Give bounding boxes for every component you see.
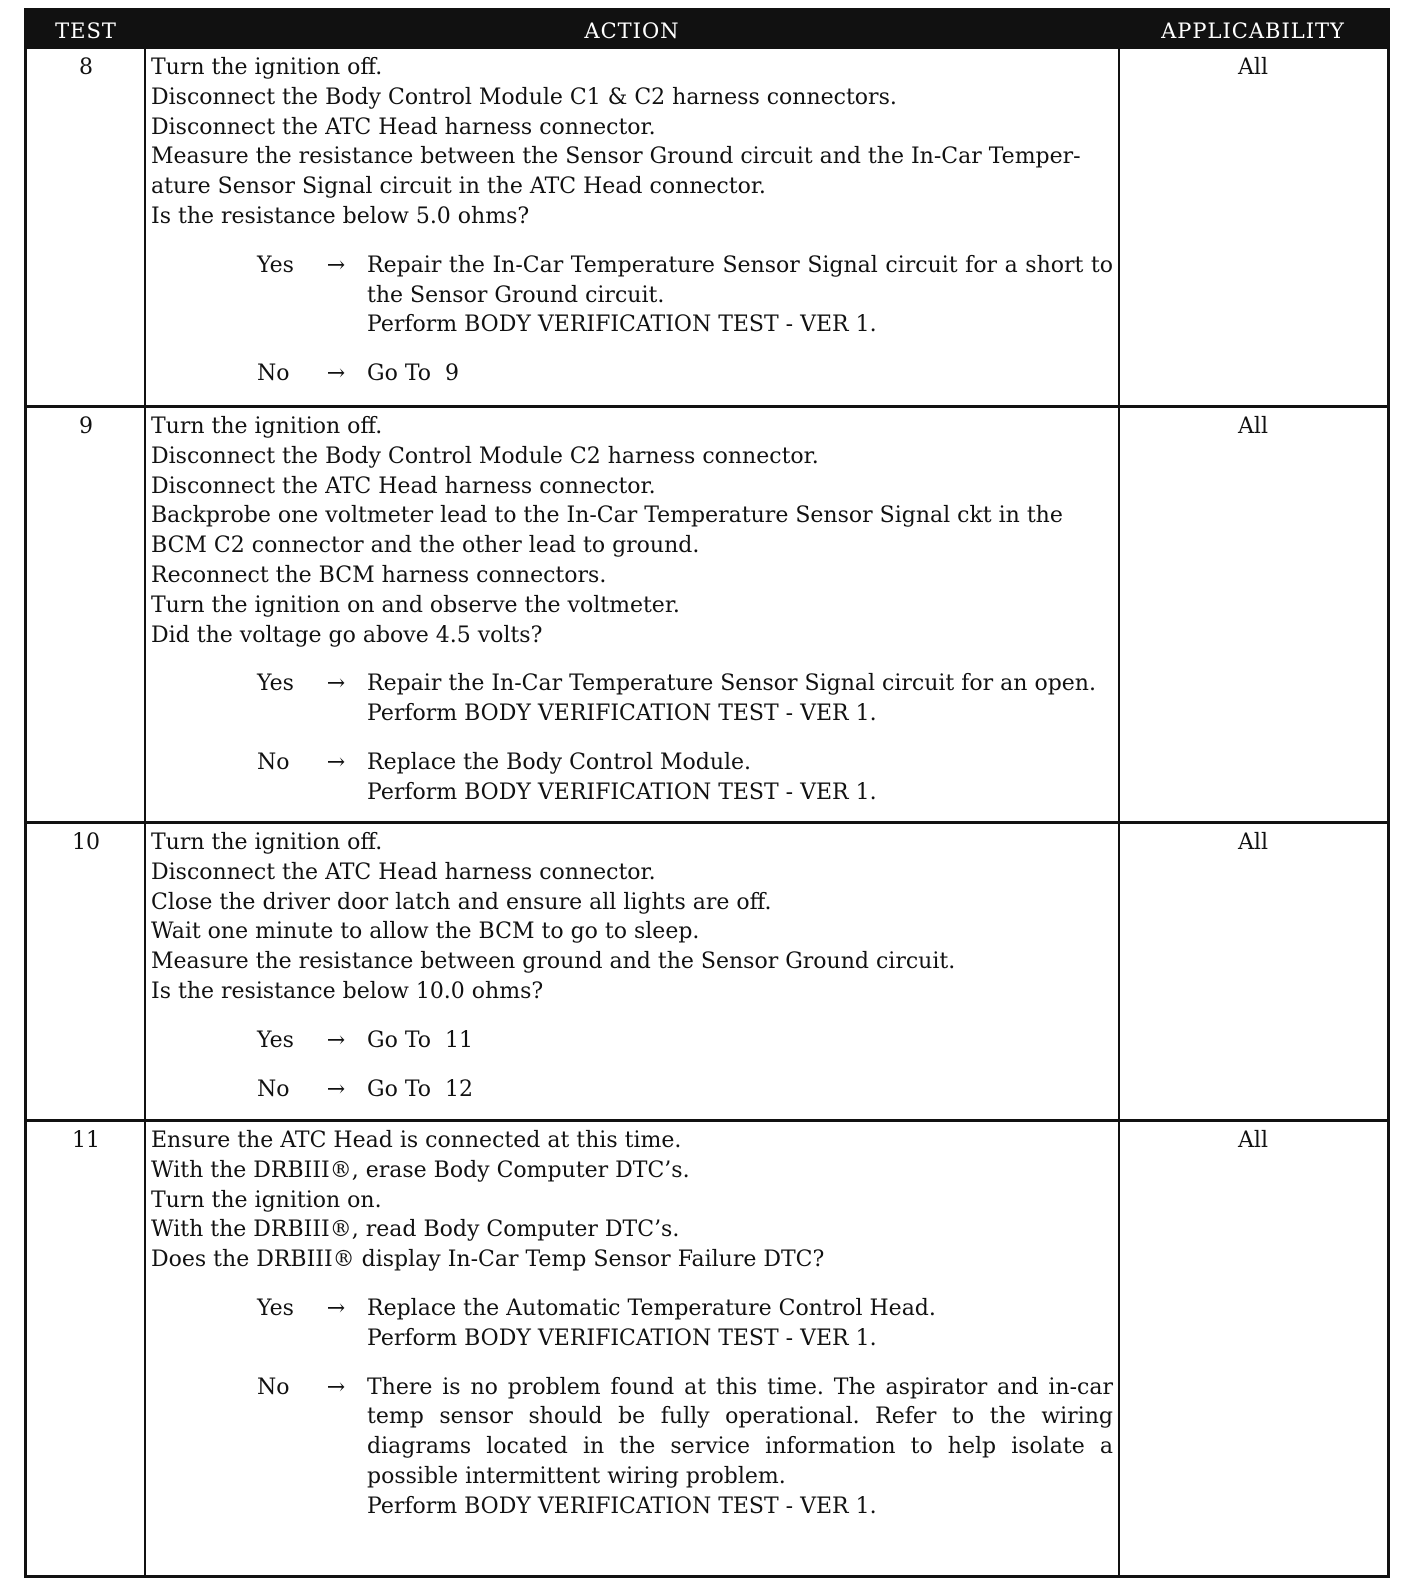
no-outcome (151, 748, 1113, 808)
outcome-text: Repair the In-Car Temperature Sensor Signal circuit for a short to the Sensor Ground circuit. (367, 252, 1113, 308)
step-line: Wait one minute to allow the BCM to go to sleep. (151, 919, 700, 945)
step-line: Turn the ignition off. (151, 414, 383, 439)
table-header (27, 11, 1387, 49)
outcome-text: Repair the In-Car Temperature Sensor Signal circuit for an open. (367, 671, 1096, 697)
goto-label: Go To (367, 1027, 432, 1053)
applicability-value: All (1238, 414, 1268, 439)
step-line: Backprobe one voltmeter lead to the In-Car Temperature Sensor Signal ckt in the (151, 503, 1063, 529)
diagnostic-table (24, 8, 1390, 1578)
test-number: 8 (79, 55, 93, 80)
step-line: Is the resistance below 10.0 ohms? (151, 978, 544, 1004)
header-test: TEST (55, 19, 117, 43)
outcome-text: Perform BODY VERIFICATION TEST - VER 1. (367, 779, 877, 805)
applicability-value: All (1238, 830, 1268, 855)
outcome-text: Perform BODY VERIFICATION TEST - VER 1. (367, 312, 877, 338)
goto-label: Go To (367, 361, 432, 387)
outcome-text: There is no problem found at this time. The aspirator and in-car temp sensor should be fully operational. Refer to the wiring diagrams located in the service information to help isolate a possible intermittent wiring problem. (367, 1374, 1113, 1489)
header-action: ACTION (584, 19, 680, 43)
step-line: Does the DRBIII® display In-Car Temp Sensor Failure DTC? (151, 1247, 825, 1273)
step-line: Disconnect the ATC Head harness connector. (151, 473, 656, 499)
yes-label: Yes (257, 1295, 294, 1321)
arrow-right-icon: → (326, 361, 346, 387)
table-row (27, 408, 1387, 821)
arrow-right-icon: → (326, 1374, 346, 1400)
step-line: Did the voltage go above 4.5 volts? (151, 622, 543, 648)
step-line: With the DRBIII®, read Body Computer DTC’s. (151, 1217, 680, 1243)
step-line: Measure the resistance between ground and the Sensor Ground circuit. (151, 949, 956, 975)
action-cell (151, 1126, 1113, 1522)
step-list (151, 53, 1113, 232)
yes-label: Yes (257, 1027, 294, 1053)
no-outcome (151, 1075, 1113, 1105)
step-line: Reconnect the BCM harness connectors. (151, 562, 607, 588)
step-list (151, 828, 1113, 1007)
no-outcome (151, 1373, 1113, 1522)
step-list (151, 412, 1113, 650)
test-number: 9 (79, 414, 93, 439)
outcome-text: Replace the Body Control Module. (367, 749, 752, 775)
arrow-right-icon: → (326, 1076, 346, 1102)
step-line: Measure the resistance between the Sensor Ground circuit and the In-Car Temper- (151, 144, 1081, 170)
yes-outcome (151, 251, 1113, 340)
step-line: Disconnect the Body Control Module C2 harness connector. (151, 443, 819, 469)
action-cell (151, 53, 1113, 389)
step-line: Disconnect the ATC Head harness connector. (151, 859, 656, 885)
arrow-right-icon: → (326, 671, 346, 697)
arrow-right-icon: → (326, 1027, 346, 1053)
step-line: Turn the ignition on. (151, 1187, 382, 1213)
step-line: Disconnect the Body Control Module C1 & C2 harness connectors. (151, 84, 897, 110)
yes-outcome (151, 1026, 1113, 1056)
test-number: 11 (72, 1128, 100, 1153)
outcome-text: Replace the Automatic Temperature Control Head. (367, 1295, 936, 1321)
goto-test-number: 11 (445, 1027, 474, 1053)
outcome-text: Perform BODY VERIFICATION TEST - VER 1. (367, 1493, 877, 1519)
step-line: Ensure the ATC Head is connected at this time. (151, 1128, 682, 1153)
step-line: Is the resistance below 5.0 ohms? (151, 203, 530, 229)
arrow-right-icon: → (326, 1295, 346, 1321)
yes-outcome (151, 1294, 1113, 1354)
yes-label: Yes (257, 671, 294, 697)
no-label: No (257, 1076, 290, 1102)
yes-outcome (151, 669, 1113, 729)
header-applicability: APPLICABILITY (1161, 19, 1345, 43)
goto-label: Go To (367, 1076, 432, 1102)
step-line: Close the driver door latch and ensure all lights are off. (151, 889, 772, 915)
no-label: No (257, 1374, 290, 1400)
no-outcome (151, 359, 1113, 389)
action-cell (151, 412, 1113, 808)
outcome-text: Perform BODY VERIFICATION TEST - VER 1. (367, 1325, 877, 1351)
goto-test-number: 12 (445, 1076, 474, 1102)
test-number: 10 (72, 830, 100, 855)
action-cell (151, 828, 1113, 1104)
step-list (151, 1126, 1113, 1275)
arrow-right-icon: → (326, 252, 346, 278)
no-label: No (257, 361, 290, 387)
step-line: With the DRBIII®, erase Body Computer DTC’s. (151, 1157, 690, 1183)
yes-label: Yes (257, 252, 294, 278)
applicability-value: All (1238, 55, 1268, 80)
no-label: No (257, 749, 290, 775)
table-row (27, 1122, 1387, 1575)
outcome-text: Perform BODY VERIFICATION TEST - VER 1. (367, 701, 877, 727)
goto-test-number: 9 (445, 361, 460, 387)
applicability-value: All (1238, 1128, 1268, 1153)
step-line: BCM C2 connector and the other lead to ground. (151, 533, 700, 559)
step-line: Disconnect the ATC Head harness connector. (151, 114, 656, 140)
arrow-right-icon: → (326, 749, 346, 775)
step-line: Turn the ignition off. (151, 830, 383, 855)
table-row (27, 824, 1387, 1119)
step-line: ature Sensor Signal circuit in the ATC Head connector. (151, 174, 766, 200)
step-line: Turn the ignition off. (151, 55, 383, 80)
step-line: Turn the ignition on and observe the voltmeter. (151, 592, 680, 618)
table-row (27, 49, 1387, 406)
